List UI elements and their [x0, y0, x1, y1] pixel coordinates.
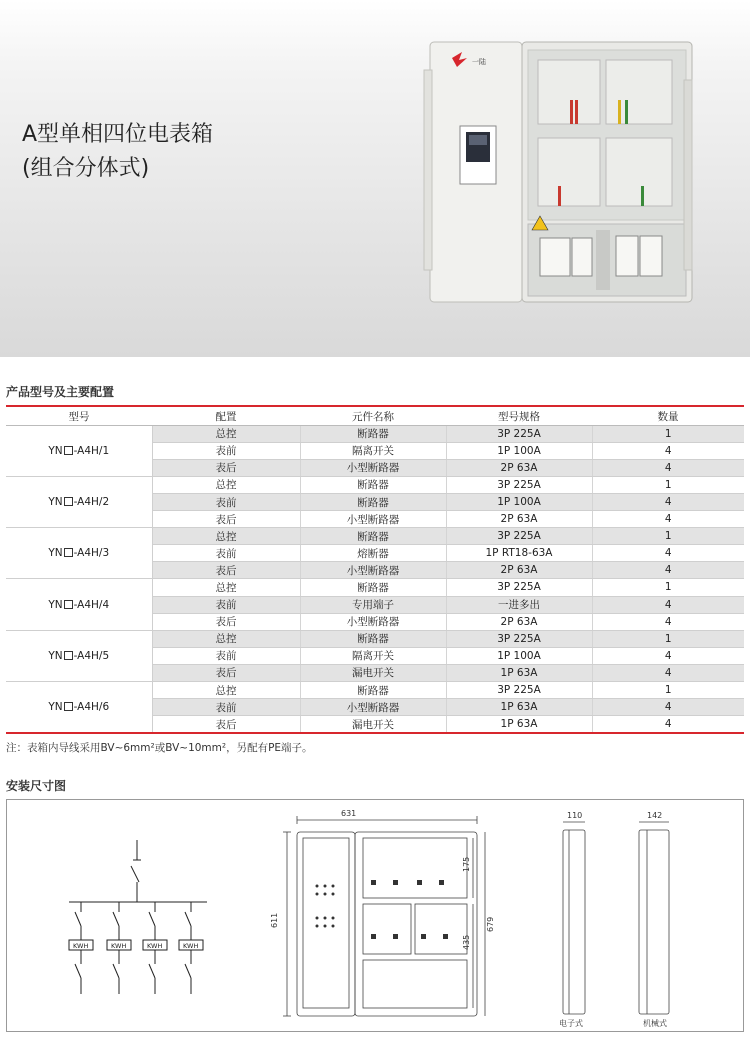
- quantity-cell: 4: [592, 459, 744, 476]
- spec-cell: 1P 63A: [446, 716, 592, 733]
- spec-cell: 1P 100A: [446, 493, 592, 510]
- config-cell: 表后: [152, 613, 300, 630]
- component-cell: 隔离开关: [300, 647, 446, 664]
- product-title-line1: A型单相四位电表箱: [22, 122, 214, 147]
- component-cell: 断路器: [300, 579, 446, 596]
- model-cell: [6, 425, 152, 476]
- spec-cell: 3P 225A: [446, 476, 592, 493]
- component-cell: 小型断路器: [300, 459, 446, 476]
- model-prefix: YN: [48, 444, 63, 457]
- table-bottom-rule: [6, 732, 744, 734]
- header-config: 配置: [152, 408, 300, 425]
- table-row: [6, 682, 744, 699]
- side1-label: 电子式: [559, 1019, 583, 1028]
- model-cell: [6, 528, 152, 579]
- config-cell: 总控: [152, 476, 300, 493]
- install-drawings: [7, 800, 743, 1031]
- component-cell: 断路器: [300, 493, 446, 510]
- config-cell: 表前: [152, 596, 300, 613]
- model-variant-box: [64, 702, 73, 711]
- meter-box-photo: [422, 40, 697, 308]
- config-cell: 表前: [152, 442, 300, 459]
- model-prefix: YN: [48, 496, 63, 509]
- install-diagram-frame: [6, 799, 744, 1032]
- table-header-row: [6, 408, 744, 425]
- header-spec: 型号规格: [446, 408, 592, 425]
- side-view-mechanical: [639, 822, 669, 1014]
- component-cell: 断路器: [300, 630, 446, 647]
- config-cell: 表后: [152, 511, 300, 528]
- meter-label-2: KWH: [111, 942, 127, 950]
- config-table: [6, 408, 744, 733]
- component-cell: 熔断器: [300, 545, 446, 562]
- dim-width: 631: [341, 809, 357, 818]
- model-variant-box: [64, 600, 73, 609]
- table-row: [6, 579, 744, 596]
- model-suffix: -A4H/5: [73, 649, 110, 662]
- model-prefix: YN: [48, 547, 63, 560]
- table-top-rule: [6, 405, 744, 407]
- svg-text:一陆: 一陆: [472, 58, 486, 66]
- spec-cell: 1P 100A: [446, 647, 592, 664]
- header-component: 元件名称: [300, 408, 446, 425]
- dim-mid: 435: [462, 934, 471, 950]
- component-cell: 断路器: [300, 682, 446, 699]
- model-variant-box: [64, 446, 73, 455]
- spec-cell: 3P 225A: [446, 630, 592, 647]
- header-quantity: 数量: [592, 408, 744, 425]
- product-title-line2: (组合分体式): [22, 156, 150, 181]
- meter-labels: [69, 940, 203, 950]
- config-cell: 表前: [152, 647, 300, 664]
- component-cell: 小型断路器: [300, 511, 446, 528]
- quantity-cell: 4: [592, 716, 744, 733]
- table-row: [6, 476, 744, 493]
- quantity-cell: 1: [592, 579, 744, 596]
- config-cell: 表后: [152, 664, 300, 681]
- quantity-cell: 4: [592, 596, 744, 613]
- front-view-dots: [316, 880, 449, 939]
- quantity-cell: 1: [592, 476, 744, 493]
- config-cell: 表后: [152, 562, 300, 579]
- wiring-schematic: [69, 840, 207, 994]
- table-row: [6, 630, 744, 647]
- quantity-cell: 1: [592, 630, 744, 647]
- quantity-cell: 4: [592, 699, 744, 716]
- side-view-electronic: [563, 822, 585, 1014]
- quantity-cell: 4: [592, 545, 744, 562]
- spec-cell: 3P 225A: [446, 682, 592, 699]
- model-prefix: YN: [48, 598, 63, 611]
- model-suffix: -A4H/4: [73, 598, 110, 611]
- model-prefix: YN: [48, 649, 63, 662]
- component-cell: 隔离开关: [300, 442, 446, 459]
- spec-cell: 3P 225A: [446, 579, 592, 596]
- dim-top: 175: [462, 856, 471, 872]
- config-cell: 表前: [152, 493, 300, 510]
- quantity-cell: 4: [592, 664, 744, 681]
- config-cell: 总控: [152, 579, 300, 596]
- quantity-cell: 4: [592, 493, 744, 510]
- component-cell: 专用端子: [300, 596, 446, 613]
- model-variant-box: [64, 651, 73, 660]
- quantity-cell: 4: [592, 562, 744, 579]
- quantity-cell: 4: [592, 647, 744, 664]
- spec-cell: 3P 225A: [446, 425, 592, 442]
- quantity-cell: 4: [592, 511, 744, 528]
- meter-label-3: KWH: [147, 942, 163, 950]
- spec-cell: 3P 225A: [446, 528, 592, 545]
- side1-dim: 110: [567, 811, 583, 820]
- config-cell: 表后: [152, 716, 300, 733]
- quantity-cell: 1: [592, 682, 744, 699]
- config-cell: 总控: [152, 528, 300, 545]
- spec-cell: 2P 63A: [446, 459, 592, 476]
- spec-cell: 1P 63A: [446, 699, 592, 716]
- section-title-config: 产品型号及主要配置: [6, 385, 115, 399]
- quantity-cell: 4: [592, 442, 744, 459]
- quantity-cell: 1: [592, 425, 744, 442]
- config-cell: 总控: [152, 630, 300, 647]
- section-title-install: 安装尺寸图: [6, 779, 67, 793]
- component-cell: 小型断路器: [300, 613, 446, 630]
- table-row: [6, 425, 744, 442]
- header-model: 型号: [6, 408, 152, 425]
- model-cell: [6, 476, 152, 527]
- component-cell: 断路器: [300, 425, 446, 442]
- hero-banner: [0, 0, 750, 357]
- config-cell: 表后: [152, 459, 300, 476]
- model-variant-box: [64, 548, 73, 557]
- spec-cell: 2P 63A: [446, 511, 592, 528]
- front-view-drawing: [283, 816, 485, 1016]
- wiring-note: 注：表箱内导线采用BV~6mm²或BV~10mm²，另配有PE端子。: [6, 742, 313, 754]
- meter-label-4: KWH: [183, 942, 199, 950]
- spec-cell: 一进多出: [446, 596, 592, 613]
- side2-label: 机械式: [643, 1019, 667, 1028]
- model-cell: [6, 579, 152, 630]
- side2-dim: 142: [647, 811, 663, 820]
- component-cell: 断路器: [300, 476, 446, 493]
- model-suffix: -A4H/3: [73, 547, 110, 560]
- spec-cell: 2P 63A: [446, 562, 592, 579]
- component-cell: 小型断路器: [300, 562, 446, 579]
- model-prefix: YN: [48, 701, 63, 714]
- component-cell: 漏电开关: [300, 664, 446, 681]
- quantity-cell: 1: [592, 528, 744, 545]
- model-variant-box: [64, 497, 73, 506]
- config-cell: 总控: [152, 425, 300, 442]
- dim-height: 611: [270, 912, 279, 928]
- component-cell: 漏电开关: [300, 716, 446, 733]
- product-title: [22, 118, 213, 186]
- model-cell: [6, 630, 152, 681]
- config-cell: 总控: [152, 682, 300, 699]
- config-cell: 表前: [152, 699, 300, 716]
- config-cell: 表前: [152, 545, 300, 562]
- component-cell: 小型断路器: [300, 699, 446, 716]
- table-row: [6, 528, 744, 545]
- spec-cell: 1P RT18-63A: [446, 545, 592, 562]
- dim-total: 679: [486, 916, 495, 932]
- spec-cell: 1P 63A: [446, 664, 592, 681]
- model-cell: [6, 682, 152, 733]
- model-suffix: -A4H/1: [73, 444, 110, 457]
- meter-label-1: KWH: [73, 942, 89, 950]
- spec-cell: 2P 63A: [446, 613, 592, 630]
- component-cell: 断路器: [300, 528, 446, 545]
- model-suffix: -A4H/2: [73, 496, 110, 509]
- model-suffix: -A4H/6: [73, 701, 110, 714]
- spec-cell: 1P 100A: [446, 442, 592, 459]
- quantity-cell: 4: [592, 613, 744, 630]
